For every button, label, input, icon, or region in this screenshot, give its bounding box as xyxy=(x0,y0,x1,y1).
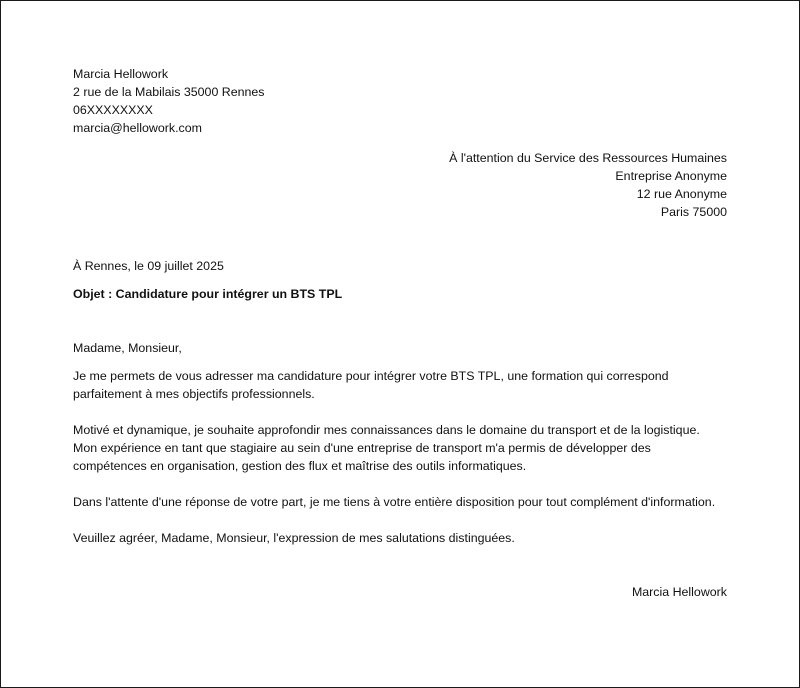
recipient-attention: À l'attention du Service des Ressources Humaines xyxy=(449,151,727,165)
letter-paragraph-availability: Dans l'attente d'une réponse de votre part, je me tiens à votre entière disposition pour tout complément d'information. xyxy=(73,495,716,509)
letter-paragraph-motivation: Motivé et dynamique, je souhaite approfondir mes connaissances dans le domaine du transport et de la logistique. Mon expérience en tant que stagiaire au sein d'une entreprise de transport m'a permis de développer des compétences en organisation, gestion des flux et maîtrise des outils informatiques. xyxy=(73,423,700,473)
sender-email: marcia@hellowork.com xyxy=(73,121,202,135)
letter-subject: Objet : Candidature pour intégrer un BTS TPL xyxy=(73,287,343,301)
letter-greeting: Madame, Monsieur, xyxy=(73,341,182,355)
letter-content xyxy=(73,65,727,601)
letter-signature: Marcia Hellowork xyxy=(631,585,727,599)
recipient-city: Paris 75000 xyxy=(660,205,727,219)
recipient-company: Entreprise Anonyme xyxy=(615,169,727,183)
sender-phone: 06XXXXXXXX xyxy=(73,103,153,117)
sender-block xyxy=(73,65,727,137)
sender-address: 2 rue de la Mabilais 35000 Rennes xyxy=(73,85,265,99)
letter-date: À Rennes, le 09 juillet 2025 xyxy=(73,259,224,273)
sender-name: Marcia Hellowork xyxy=(73,67,169,81)
letter-paragraph-closing: Veuillez agréer, Madame, Monsieur, l'expression de mes salutations distinguées. xyxy=(73,531,515,545)
recipient-street: 12 rue Anonyme xyxy=(636,187,727,201)
letter-paragraph-intro: Je me permets de vous adresser ma candidature pour intégrer votre BTS TPL, une formation qui correspond parfaitement à mes objectifs professionnels. xyxy=(73,369,669,401)
recipient-block xyxy=(73,149,727,221)
